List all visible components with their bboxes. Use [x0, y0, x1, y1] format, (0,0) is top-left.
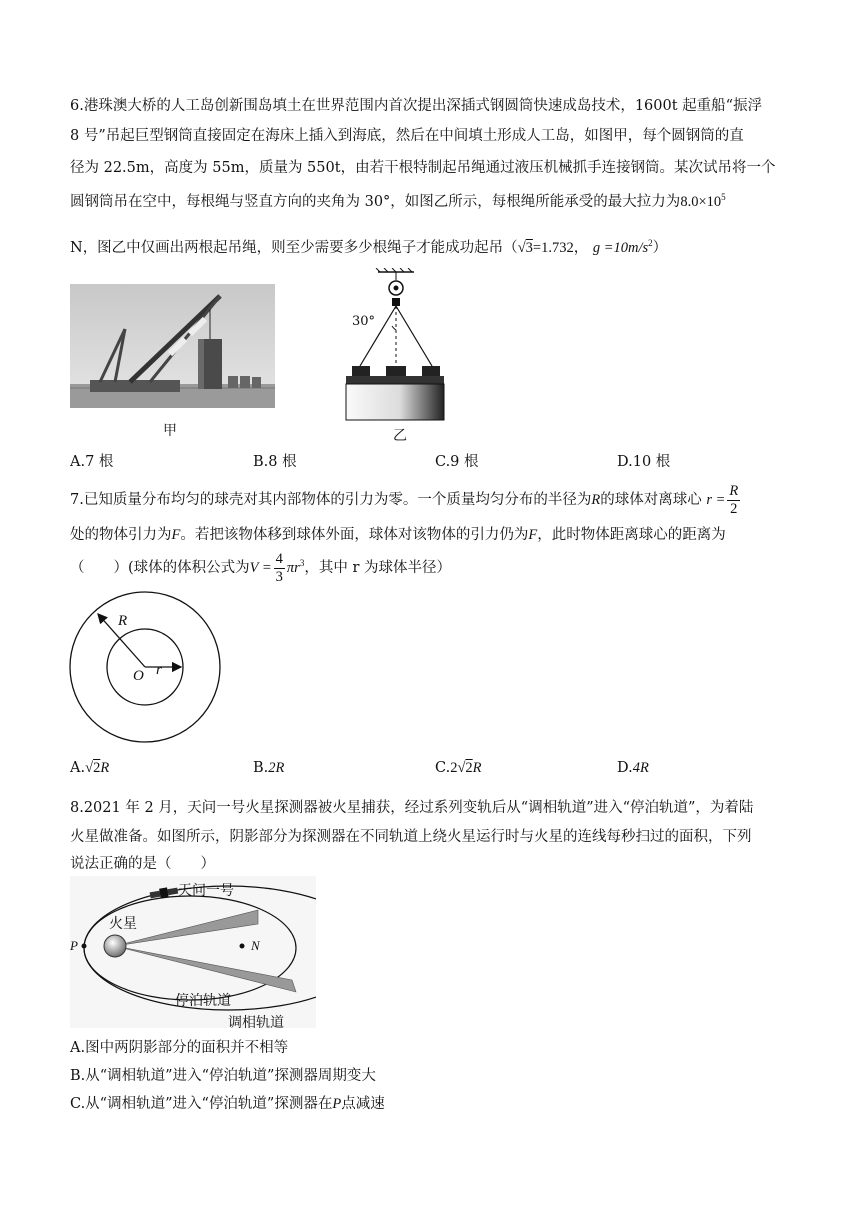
- sphere-diagram: [68, 590, 224, 746]
- q7-option-b: B.2R: [253, 760, 285, 776]
- q6-line-5-end: ）: [652, 240, 668, 256]
- q7-line-3-text: （ ）(球体的体积公式为: [70, 560, 250, 576]
- q7-v-rest: πr: [286, 560, 300, 576]
- q7-line-3: [70, 552, 451, 584]
- q7-line-2: [70, 523, 726, 544]
- q8-option-a: A.图中两阴影部分的面积并不相等: [70, 1040, 289, 1056]
- fig-mars-label: 火星: [109, 916, 137, 932]
- q6-sqrt3-value: =1.732，: [532, 240, 589, 256]
- q6-option-d: D.10 根: [617, 454, 671, 470]
- q7-R: R: [591, 492, 601, 508]
- q8-line-3: 说法正确的是（ ）: [70, 856, 215, 872]
- fig-label-R: R: [118, 613, 128, 629]
- q6-line-2: 8 号”吊起巨型钢筒直接固定在海床上插入到海底，然后在中间填土形成人工岛，如图甲，每个圆钢筒的直: [70, 128, 744, 144]
- q6-option-b: B.8 根: [253, 454, 297, 470]
- q7-line-2-text-b: 。若把该物体移到球体外面，球体对该物体的引力仍为: [180, 527, 529, 543]
- fig-probe-label: 天问一号: [178, 883, 234, 899]
- q7-line-1: [70, 484, 742, 516]
- q7-v-exp: 3: [299, 558, 305, 569]
- q6-g-value: g =10m/s: [592, 240, 649, 256]
- q7-v-fraction: $\frac{4}{3}$: [275, 551, 283, 585]
- fig-P-label: P: [70, 938, 78, 953]
- q7-line-3-text-b: ，其中 r 为球体半径）: [304, 560, 451, 576]
- fig-N-label: N: [251, 938, 260, 953]
- q6-line-3: 径为 22.5m，高度为 55m，质量为 550t，由若干根特制起吊绳通过液压机械抓手连接钢筒。某次试吊将一个: [70, 160, 776, 176]
- fig-label-O: O: [133, 668, 144, 684]
- q7-fraction: $\frac{R}{2}$: [729, 483, 739, 517]
- q6-option-a: A.7 根: [70, 454, 114, 470]
- rope-diagram: [338, 268, 448, 428]
- q7-line-1-text: 7.已知质量分布均匀的球壳对其内部物体的引力为零。一个质量均匀分布的半径为: [70, 492, 592, 508]
- q6-option-c: C.9 根: [435, 454, 479, 470]
- fig-label-r: r: [156, 662, 162, 678]
- q7-line-1-text-b: 的球体对离球心: [600, 492, 702, 508]
- q6-force-exp: 5: [721, 192, 726, 203]
- crane-photo: [70, 284, 275, 408]
- fig-phasing-orbit-label: 调相轨道: [228, 1015, 284, 1031]
- q7-F: F: [171, 527, 181, 543]
- q7-option-d: D.4R: [617, 760, 649, 776]
- fig-parking-orbit-label: 停泊轨道: [175, 993, 231, 1009]
- q7-r-eq: r =: [706, 492, 726, 508]
- q6-line-5: [70, 236, 667, 257]
- q6-line-4-text: 圆钢筒吊在空中，每根绳与竖直方向的夹角为 30°，如图乙所示，每根绳所能承受的最大拉力为: [70, 194, 681, 210]
- q8-option-c: C.从“调相轨道”进入“停泊轨道”探测器在P点减速: [70, 1096, 385, 1112]
- q7-option-c: C.2√2R: [435, 760, 482, 776]
- fig-yi-caption: 乙: [393, 428, 407, 444]
- q8-line-2: 火星做准备。如图所示，阴影部分为探测器在不同轨道上绕火星运行时与火星的连线每秒扫过的面积，下列: [70, 829, 752, 845]
- q6-force-value: 8.0×10: [680, 194, 722, 210]
- fig-jia-caption: 甲: [163, 423, 177, 439]
- q6-g-exp: 2: [648, 238, 653, 249]
- q8-option-b: B.从“调相轨道”进入“停泊轨道”探测器周期变大: [70, 1068, 376, 1084]
- angle-label: 30°: [352, 314, 376, 329]
- q7-line-2-text-c: ，此时物体距离球心的距离为: [537, 527, 726, 543]
- q6-sqrt3: √3: [517, 240, 533, 256]
- q6-line-4: [70, 190, 726, 211]
- q7-line-2-text: 处的物体引力为: [70, 527, 172, 543]
- q7-V-eq: V =: [249, 560, 272, 576]
- q7-option-a: A.√2R: [70, 760, 110, 776]
- q6-line-5-text: N，图乙中仅画出两根起吊绳，则至少需要多少根绳子才能成功起吊（: [70, 240, 518, 256]
- q6-line-1: 6.港珠澳大桥的人工岛创新围岛填土在世界范围内首次提出深插式钢圆筒快速成岛技术，1600t 起重船“振浮: [70, 98, 763, 114]
- q7-F-2: F: [528, 527, 538, 543]
- q8-line-1: 8.2021 年 2 月，天问一号火星探测器被火星捕获，经过系列变轨后从“调相轨道”进入“停泊轨道”，为着陆: [70, 800, 754, 816]
